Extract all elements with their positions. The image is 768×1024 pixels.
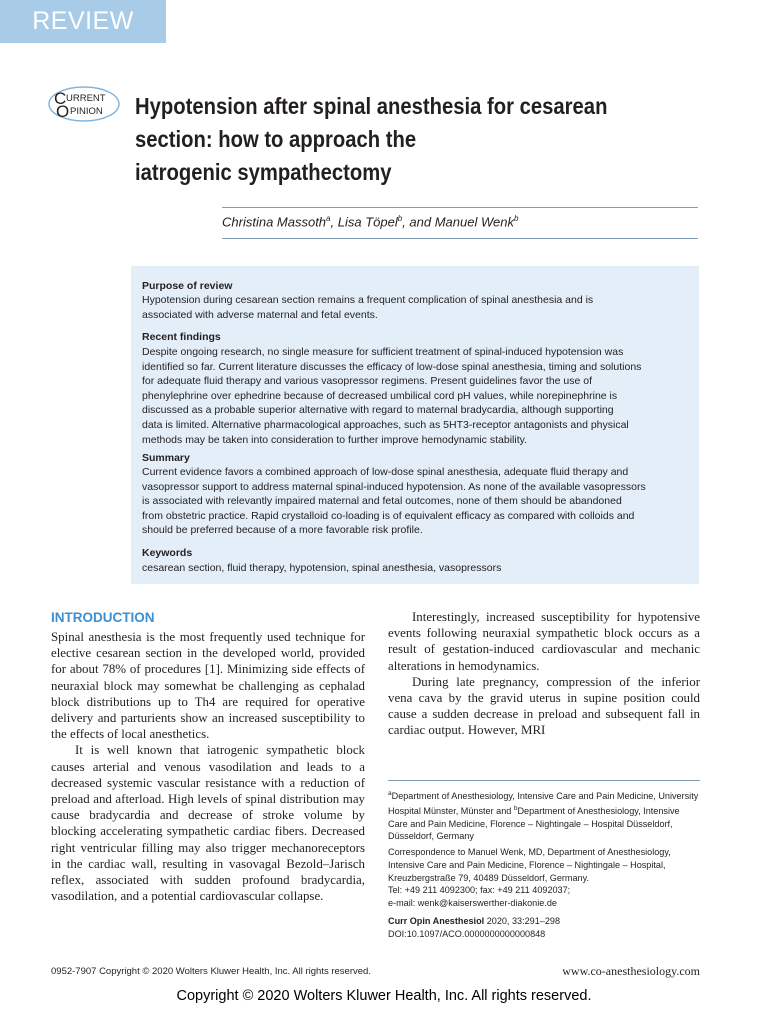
citation-footnote [388, 915, 701, 941]
author-separator: , [330, 214, 338, 230]
correspondence-footnote [388, 846, 701, 910]
abstract-line: should be preferred because of a more favorable risk profile. [142, 524, 423, 537]
abstract-line: Despite ongoing research, no single measure for sufficient treatment of spinal-induced hypotension was [142, 346, 624, 358]
purpose-text [142, 293, 698, 322]
footer-issn-copyright: 0952-7907 Copyright © 2020 Wolters Kluwer Health, Inc. All rights reserved. [51, 966, 371, 977]
abstract-line: discussed as a probable superior alternative with regard to maternal bradycardia, although supporting [142, 404, 614, 417]
author-name: Manuel Wenk [434, 214, 514, 230]
article-title [135, 90, 645, 189]
abstract-line: phenylephrine over ephedrine because of decreased umbilical cord pH values, while norepinephrine is [142, 389, 618, 402]
email-text[interactable]: e-mail: wenk@kaiserswerther-diakonie.de [388, 898, 557, 909]
body-paragraph: Spinal anesthesia is the most frequently used technique for elective cesarean section in the developed world, provided for about 78% of procedures [1]. Minimizing side effects of neuraxial block may somewhat be challenging as cephalad block distributions up to Th4 are required for operative delivery and parturients show an increased susceptibility to the effects of local anesthetics. [51, 630, 365, 742]
logo-letter-c: C [54, 89, 67, 108]
abstract-line: for adequate fluid therapy and various vasopressor regimens. Present guidelines favor the use of [142, 375, 593, 388]
current-opinion-logo [48, 86, 120, 122]
abstract-line: Hypotension during cesarean section remains a frequent complication of spinal anesthesia and is [142, 294, 594, 306]
citation-text: 2020, 33:291–298 [484, 916, 561, 926]
body-column-left [51, 629, 365, 904]
findings-heading: Recent findings [142, 331, 221, 343]
abstract-line: identified so far. Current literature discusses the efficacy of low-dose spinal anesthesia, timing and solutions [142, 360, 642, 373]
affiliation-mark: a [388, 790, 392, 797]
abstract-line: associated with adverse maternal and fetal events. [142, 308, 378, 321]
author-separator: , and [402, 214, 435, 230]
keywords-heading: Keywords [142, 547, 193, 559]
correspondence-text: Correspondence to Manuel Wenk, MD, Department of Anesthesiology, Intensive Care and Pain Medicine, Florence – Nightingale – Hospital, Kreuzbergstraße 79, 40489 Düsseldorf, Germany. [388, 847, 671, 883]
title-line: section: how to approach the [135, 126, 417, 152]
author-list [222, 214, 702, 229]
journal-name: Curr Opin Anesthesiol [388, 916, 485, 926]
logo-word-opinion: PINION [70, 106, 103, 117]
affiliations-footnote [388, 788, 701, 843]
findings-text [142, 345, 698, 447]
footer-journal-url[interactable]: www.co-anesthesiology.com [562, 964, 700, 978]
logo-letter-o: O [56, 102, 70, 121]
footnote-rule [388, 780, 700, 781]
author-name: Lisa Töpel [337, 214, 398, 230]
review-label: REVIEW [32, 7, 134, 35]
abstract-line: Current evidence favors a combined approach of low-dose spinal anesthesia, adequate fluid therapy and [142, 466, 629, 478]
purpose-heading: Purpose of review [142, 280, 233, 292]
body-paragraph: It is well known that iatrogenic sympathetic block causes arterial and venous vasodilation and leads to a decreased systemic vascular resistance with a reduction of preload and afterload. High levels of spinal distribution may cause bradycardia and decrease of stroke volume by blocking accelerating sympathetic cardiac fibers. Decreased right ventricular filling may also trigger mechanoreceptors in the cardiac wall, resulting in vasovagal Bezold–Jarisch reflex, associated with sudden profound bradycardia, vasodilation, and a potential cardiovascular collapse. [51, 743, 365, 904]
title-line: iatrogenic sympathectomy [135, 159, 392, 185]
keywords-text: cesarean section, fluid therapy, hypotension, spinal anesthesia, vasopressors [142, 562, 502, 574]
affiliation-text: Department of Anesthesiology, Intensive Care and Pain Medicine, Florence – Nightingale – Hospital Düsseldorf, Düsseldorf, Germany [388, 805, 680, 842]
footer-copyright-notice: Copyright © 2020 Wolters Kluwer Health, Inc. All rights reserved. [176, 988, 592, 1004]
introduction-heading: INTRODUCTION [51, 610, 155, 625]
author-affiliation-mark: b [397, 214, 403, 223]
abstract-line: vasopressor support to address maternal spinal-induced hypotension. As none of the available vasopressors [142, 480, 646, 493]
doi-text[interactable]: DOI:10.1097/ACO.0000000000000848 [388, 928, 546, 939]
body-column-right [388, 609, 700, 739]
author-name: Christina Massoth [222, 214, 327, 230]
abstract-line: data is limited. Alternative pharmacological approaches, such as 5HT3-receptor antagonists and physical [142, 418, 629, 431]
body-paragraph: During late pregnancy, compression of the inferior vena cava by the gravid uterus in supine position could cause a sudden decrease in preload and subsequent fall in cardiac output. However, MRI [388, 674, 700, 738]
author-affiliation-mark: b [513, 214, 519, 223]
summary-text [142, 465, 698, 538]
contact-text: Tel: +49 211 4092300; fax: +49 211 4092037; [388, 885, 571, 896]
title-line: Hypotension after spinal anesthesia for cesarean [135, 93, 608, 119]
body-paragraph: Interestingly, increased susceptibility for hypotensive events following neuraxial sympathetic block occurs as a result of gestation-induced cardiovascular and mechanic alterations in hemodynamics. [388, 610, 700, 673]
summary-heading: Summary [142, 452, 190, 464]
affiliation-mark: b [513, 804, 518, 812]
abstract-line: is associated with relevantly impaired maternal and fetal outcomes, none of them should be abandoned [142, 495, 622, 508]
authors-rule-bottom [222, 238, 698, 239]
affiliation-text: Department of Anesthesiology, Intensive Care and Pain Medicine, University Hospital Münster, Münster and [388, 791, 699, 816]
logo-word-current: URRENT [66, 93, 106, 104]
author-affiliation-mark: a [326, 214, 331, 223]
authors-rule-top [222, 207, 698, 208]
abstract-line: from obstetric practice. Rapid crystalloid co-loading is of equivalent efficacy as compared with colloids and [142, 509, 635, 522]
abstract-line: methods may be taken into consideration to further improve hemodynamic stability. [142, 433, 527, 446]
